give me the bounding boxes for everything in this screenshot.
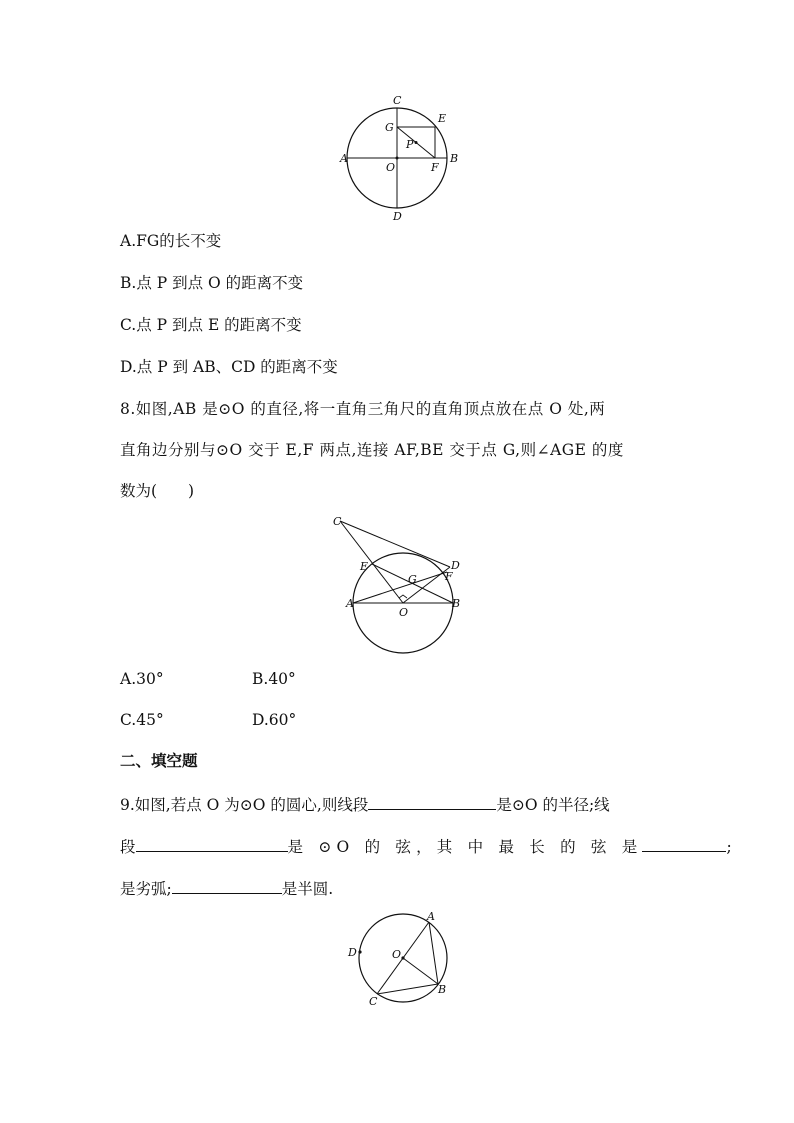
label-a: A <box>340 152 348 165</box>
radius-ob <box>403 958 438 984</box>
q9-line3-prefix: 是劣弧; <box>120 880 172 898</box>
q8-text-line-2: 直角边分别与⊙O 交于 E,F 两点,连接 AF,BE 交于点 G,则∠AGE 的度 <box>120 441 624 459</box>
q7-option-a: A.FG的长不变 <box>120 232 222 250</box>
triangle-side-cd <box>340 521 450 567</box>
label-f: F <box>445 570 453 583</box>
q9-text-line-2 <box>120 835 732 857</box>
figure-circle-chords <box>345 908 457 1008</box>
q8-option-d: D.60° <box>252 711 297 729</box>
q7-option-c: C.点 P 到点 E 的距离不变 <box>120 316 302 334</box>
center-dot-o <box>401 956 404 959</box>
label-p: P <box>406 138 414 151</box>
label-c: C <box>369 995 378 1008</box>
right-angle-mark <box>399 595 407 598</box>
figure-circle-rectangle <box>330 92 465 224</box>
chord-ab <box>429 922 438 984</box>
q9-line3-suffix: 是半圆. <box>281 880 334 898</box>
q9-line2-suffix: ; <box>726 838 732 856</box>
label-e: E <box>360 560 369 573</box>
center-dot-o <box>396 157 399 160</box>
q9-text-line-3 <box>120 877 333 899</box>
label-b: B <box>450 152 459 165</box>
label-g: G <box>385 121 394 134</box>
q9-line1-prefix: 9.如图,若点 O 为⊙O 的圆心,则线段 <box>120 796 369 814</box>
label-d: D <box>348 946 357 959</box>
triangle-side-co <box>340 521 403 603</box>
q9-blank-radius[interactable] <box>368 793 496 810</box>
q9-blank-longest-chord[interactable] <box>642 835 726 852</box>
q9-line2-prefix: 段 <box>120 838 136 856</box>
q9-blank-chords[interactable] <box>136 835 288 852</box>
q9-blank-semicircle[interactable] <box>172 877 282 894</box>
label-o: O <box>399 606 409 619</box>
section-heading: 二、填空题 <box>120 751 198 770</box>
q8-text-line-3: 数为( ) <box>120 482 195 500</box>
label-d: D <box>393 210 402 223</box>
label-f: F <box>431 161 439 174</box>
q9-text-line-1 <box>120 793 610 815</box>
label-a: A <box>427 910 435 923</box>
label-o: O <box>392 948 402 961</box>
q8-option-a: A.30° <box>120 670 164 688</box>
q8-option-b: B.40° <box>252 670 296 688</box>
label-a: A <box>346 597 354 610</box>
label-d: D <box>451 559 460 572</box>
q7-option-b: B.点 P 到点 O 的距离不变 <box>120 274 304 292</box>
q8-option-c: C.45° <box>120 711 164 729</box>
label-o: O <box>386 161 396 174</box>
q7-option-d: D.点 P 到 AB、CD 的距离不变 <box>120 358 338 376</box>
figure-right-triangle-circle <box>330 512 470 658</box>
label-b: B <box>452 597 461 610</box>
q8-text-line-1: 8.如图,AB 是⊙O 的直径,将一直角三角尺的直角顶点放在点 O 处,两 <box>120 400 606 418</box>
point-p-dot <box>415 141 418 144</box>
label-g: G <box>408 573 417 586</box>
point-d-dot <box>358 950 361 953</box>
label-b: B <box>438 983 447 996</box>
q9-line1-suffix: 是⊙O 的半径;线 <box>496 796 610 814</box>
label-c: C <box>393 94 402 107</box>
label-e: E <box>438 112 447 125</box>
chord-bc <box>377 984 438 994</box>
q9-line2-middle: 是 ⊙O 的 弦，其 中 最 长 的 弦 是 <box>287 838 643 856</box>
label-c: C <box>333 515 342 528</box>
